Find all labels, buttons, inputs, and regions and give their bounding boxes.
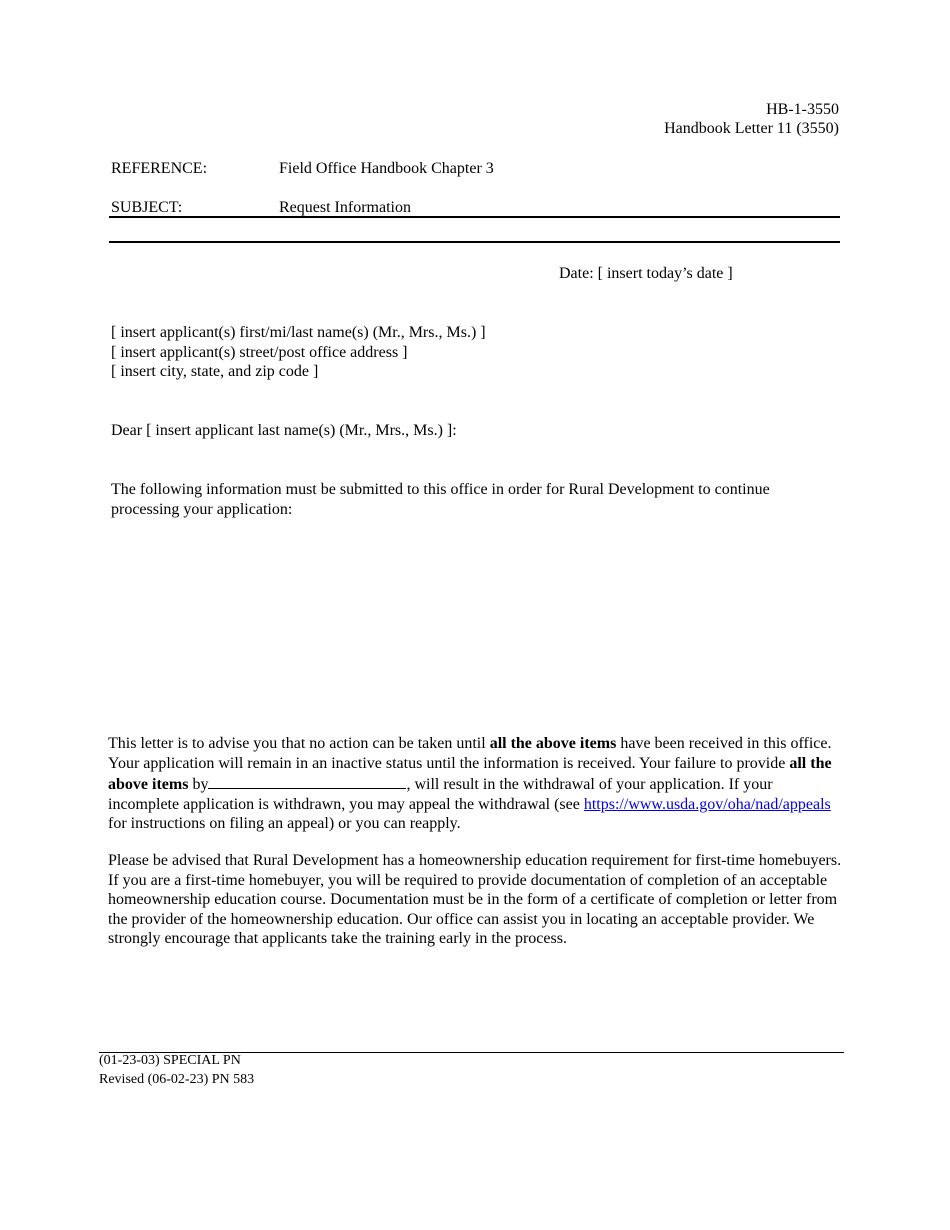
handbook-letter-number: Handbook Letter 11 (3550): [664, 120, 839, 137]
notice-bold-1: all the above items: [489, 735, 617, 752]
salutation: Dear [ insert applicant last name(s) (Mr., Mrs., Ms.) ]:: [111, 422, 457, 439]
reference-label: REFERENCE:: [111, 160, 208, 177]
document-code: HB-1-3550: [766, 101, 839, 118]
date-line: Date: [ insert today’s date ]: [559, 265, 733, 282]
intro-paragraph: The following information must be submitted to this office in order for Rural Development to continue processing your application:: [111, 481, 770, 518]
address-street: [ insert applicant(s) street/post office address ]: [111, 344, 408, 361]
appeals-link[interactable]: https://www.usda.gov/oha/nad/appeals: [583, 795, 831, 813]
deadline-blank-line[interactable]: [208, 773, 406, 789]
footer-line-2: Revised (06-02-23) PN 583: [99, 1072, 255, 1087]
address-city: [ insert city, state, and zip code ]: [111, 363, 319, 380]
notice-text-1: This letter is to advise you that no action can be taken until: [108, 735, 490, 752]
footer-line-1: (01-23-03) SPECIAL PN: [99, 1053, 241, 1068]
subject-value: Request Information: [279, 199, 411, 216]
address-name: [ insert applicant(s) first/mi/last name(s) (Mr., Mrs., Ms.) ]: [111, 324, 486, 341]
subject-label: SUBJECT:: [111, 199, 183, 216]
header-divider-top: [109, 216, 840, 218]
notice-paragraph: [108, 734, 843, 834]
notice-text-2: have been received in this office. Your application will remain in an inactive status until the information is received. Your failure to provide: [108, 735, 832, 772]
reference-value: Field Office Handbook Chapter 3: [279, 160, 494, 177]
header-divider-bottom: [109, 241, 840, 243]
notice-bold-2: all the above items: [108, 754, 832, 793]
notice-text-5: for instructions on filing an appeal) or you can reapply.: [108, 815, 461, 832]
notice-text-3: by: [188, 776, 209, 793]
education-paragraph: Please be advised that Rural Development has a homeownership education requirement for first-time homebuyers. If you are a first-time homebuyer, you will be required to provide documentation of completion of an acceptable homeownership education course. Documentation must be in the form of a certificate of completion or letter from the provider of the homeownership education. Our office can assist you in locating an acceptable provider. We strongly encourage that applicants take the training early in the process.: [108, 852, 842, 947]
notice-text-4: , will result in the withdrawal of your application. If your incomplete application is withdrawn, you may appeal the withdrawal (see: [108, 776, 773, 813]
